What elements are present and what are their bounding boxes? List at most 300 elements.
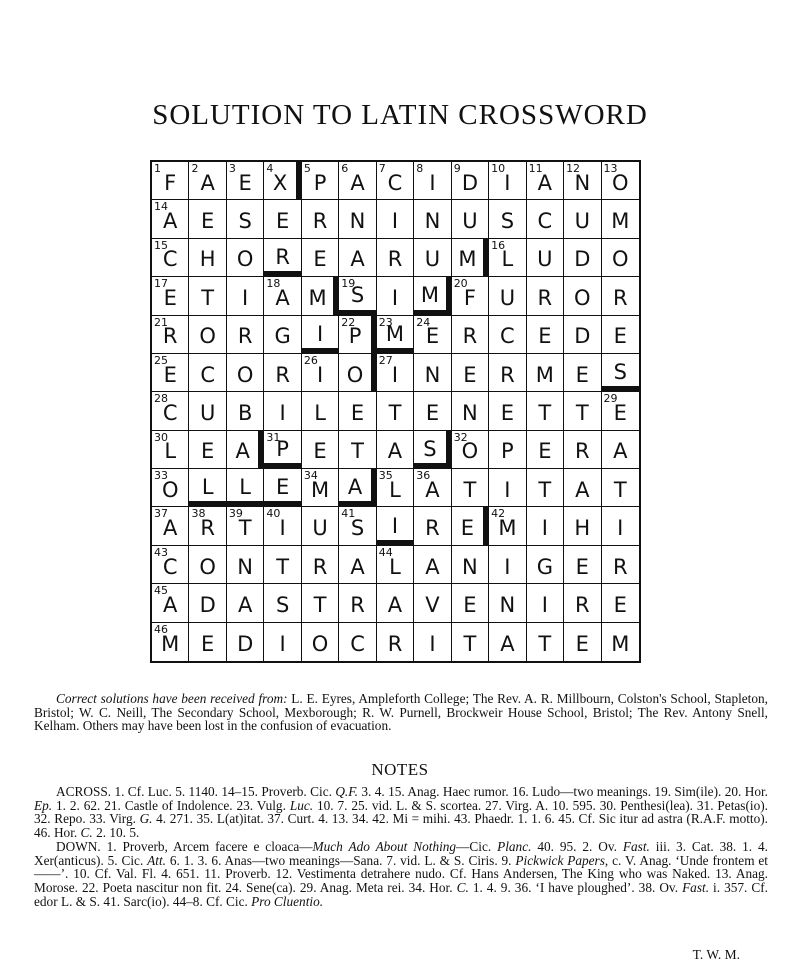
clue-number: 20: [453, 277, 468, 291]
grid-cell: [414, 162, 451, 200]
grid-cell: [377, 623, 414, 661]
grid-cell: [527, 200, 564, 238]
grid-cell: [377, 546, 414, 584]
grid-cell: [414, 316, 451, 354]
grid-cell: [602, 431, 639, 469]
clue-number: 26: [303, 353, 318, 367]
grid-cell: [227, 239, 264, 277]
grid-cell: [452, 507, 489, 545]
grid-cell: [602, 162, 639, 200]
grid-cell: [377, 584, 414, 622]
grid-cell: [489, 546, 526, 584]
grid-cell: [414, 546, 451, 584]
grid-cell: [339, 354, 376, 392]
grid-letter: O: [161, 477, 179, 502]
grid-letter: L: [389, 477, 401, 502]
grid-letter: E: [238, 170, 252, 195]
grid-cell: [339, 239, 376, 277]
grid-cell: [264, 277, 301, 315]
grid-cell: [452, 431, 489, 469]
grid-letter: L: [201, 475, 214, 500]
grid-letter: X: [272, 170, 288, 195]
grid-cell: [489, 392, 526, 430]
grid-letter: L: [501, 247, 514, 272]
clue-number: 27: [378, 353, 393, 367]
grid-letter: I: [391, 362, 399, 387]
grid-cell: [489, 431, 526, 469]
grid-cell: [527, 354, 564, 392]
grid-letter: T: [276, 554, 290, 579]
clue-number: 3: [228, 162, 236, 175]
grid-cell: [377, 200, 414, 238]
grid-letter: M: [611, 209, 630, 234]
grid-letter: M: [611, 631, 630, 656]
grid-cell: [452, 546, 489, 584]
grid-letter: A: [275, 285, 290, 310]
grid-letter: A: [350, 170, 365, 195]
grid-cell: [414, 469, 451, 507]
grid-letter: T: [351, 439, 364, 464]
grid-cell: [302, 623, 339, 661]
clue-number: 32: [453, 430, 468, 444]
clue-number: 9: [453, 162, 461, 175]
grid-letter: R: [162, 324, 178, 349]
grid-cell: [339, 507, 376, 545]
clue-number: 45: [154, 584, 168, 598]
clue-number: 42: [491, 507, 506, 521]
grid-cell: [602, 623, 639, 661]
clue-number: 33: [154, 469, 168, 483]
grid-letter: M: [420, 283, 440, 308]
grid-cell: [564, 354, 601, 392]
clue-number: 35: [378, 469, 393, 483]
grid-cell: [302, 277, 339, 315]
grid-letter: R: [387, 247, 403, 272]
across-notes: ACROSS. 1. Cf. Luc. 5. 1140. 14–15. Proverb. Cic. Q.F. 3. 4. 15. Anag. Haec rumor. 16. Ludo—two meanings. 19. Sim(ile). 20. Hor. Ep. 1. 2. 62. 21. Castle of Indolence. 23. Vulg. Luc. 10. 7. 25. vid. L. & S. scortea. 27. Virg. A. 10. 595. 30. Penthesi(lea). 31. Petas(io). 32. Repo. 33. Virg. G. 4. 271. 35. L(at)itat. 37. Curt. 4. 13. 34. 42. Mi = mihi. 43. Phaedr. 1. 1. 6. 45. Cf. Sic itur ad astra (R.A.F. motto). 46. Hor. C. 2. 10. 5.: [34, 784, 769, 841]
clue-number: 38: [191, 507, 206, 521]
grid-cell: [377, 277, 414, 315]
grid-letter: O: [199, 554, 216, 579]
grid-letter: N: [424, 362, 441, 387]
grid-letter: S: [350, 283, 365, 308]
grid-cell: [602, 507, 639, 545]
grid-cell: [339, 546, 376, 584]
grid-cell: [189, 277, 226, 315]
grid-cell: [227, 392, 264, 430]
grid-cell: [152, 623, 189, 661]
grid-cell: [527, 584, 564, 622]
grid-letter: O: [346, 362, 364, 387]
grid-letter: R: [312, 554, 328, 579]
grid-letter: E: [463, 362, 477, 387]
grid-cell: [489, 507, 526, 545]
grid-cell: [527, 162, 564, 200]
grid-cell: [302, 354, 339, 392]
clue-number: 4: [266, 162, 274, 175]
grid-cell: [227, 546, 264, 584]
grid-letter: A: [163, 209, 178, 234]
grid-cell: [527, 392, 564, 430]
grid-letter: E: [500, 400, 515, 425]
grid-letter: A: [163, 592, 178, 617]
grid-letter: S: [350, 516, 365, 541]
grid-cell: [489, 584, 526, 622]
grid-letter: I: [429, 631, 436, 656]
grid-letter: I: [504, 554, 511, 579]
grid-letter: C: [162, 247, 178, 272]
grid-letter: T: [538, 477, 552, 502]
grid-cell: [452, 392, 489, 430]
grid-letter: P: [501, 439, 514, 464]
grid-cell: [489, 200, 526, 238]
grid-letter: E: [575, 631, 589, 656]
grid-cell: [302, 469, 339, 507]
grid-cell: [564, 200, 601, 238]
page-title: SOLUTION TO LATIN CROSSWORD: [152, 99, 648, 131]
grid-letter: E: [613, 400, 627, 425]
grid-letter: O: [236, 362, 254, 387]
grid-cell: [452, 239, 489, 277]
clue-number: 15: [154, 238, 168, 252]
grid-cell: [152, 431, 189, 469]
grid-cell: [489, 277, 526, 315]
clue-number: 21: [154, 315, 168, 329]
grid-letter: D: [461, 170, 478, 195]
grid-cell: [414, 354, 451, 392]
grid-letter: E: [163, 362, 177, 387]
grid-letter: E: [613, 324, 627, 349]
grid-letter: A: [387, 592, 403, 617]
grid-cell: [564, 392, 601, 430]
grid-letter: A: [575, 477, 590, 502]
grid-cell: [452, 200, 489, 238]
grid-letter: A: [425, 554, 440, 579]
grid-cell: [602, 392, 639, 430]
grid-cell: [602, 200, 639, 238]
grid-letter: U: [462, 209, 478, 234]
grid-cell: [264, 316, 301, 354]
grid-letter: E: [350, 400, 365, 425]
grid-letter: B: [237, 400, 253, 425]
clue-number: 36: [416, 469, 431, 483]
grid-letter: A: [347, 475, 363, 500]
clue-number: 11: [528, 162, 543, 175]
grid-cell: [377, 469, 414, 507]
grid-letter: I: [279, 516, 286, 541]
grid-cell: [152, 469, 189, 507]
grid-letter: A: [537, 170, 553, 195]
grid-cell: [152, 239, 189, 277]
grid-cell: [152, 354, 189, 392]
grid-letter: N: [499, 592, 516, 617]
grid-cell: [339, 200, 376, 238]
grid-cell: [339, 584, 376, 622]
grid-cell: [564, 546, 601, 584]
grid-letter: R: [612, 554, 628, 579]
grid-letter: H: [199, 247, 216, 272]
grid-cell: [489, 162, 526, 200]
grid-letter: R: [425, 516, 440, 541]
clue-number: 44: [378, 545, 393, 559]
grid-cell: [264, 584, 301, 622]
grid-cell: [564, 239, 601, 277]
grid-cell: [264, 200, 301, 238]
grid-cell: [527, 546, 564, 584]
grid-letter: C: [162, 400, 178, 425]
signature: T. W. M.: [692, 947, 740, 962]
grid-letter: G: [274, 324, 291, 349]
clue-number: 30: [154, 430, 168, 444]
grid-letter: I: [279, 631, 286, 656]
grid-letter: A: [235, 439, 250, 464]
grid-cell: [527, 623, 564, 661]
grid-cell: [302, 200, 339, 238]
grid-cell: [452, 623, 489, 661]
grid-letter: M: [308, 285, 327, 310]
grid-letter: I: [504, 170, 511, 195]
grid-letter: E: [463, 592, 477, 617]
received-solutions: [34, 692, 768, 733]
grid-letter: S: [613, 360, 627, 385]
grid-cell: [264, 392, 301, 430]
grid-cell: [377, 316, 414, 354]
grid-cell: [564, 277, 601, 315]
grid-letter: I: [391, 209, 399, 234]
grid-letter: R: [312, 209, 328, 234]
grid-letter: I: [316, 321, 324, 346]
grid-letter: S: [275, 592, 290, 617]
grid-cell: [189, 584, 226, 622]
grid-letter: A: [613, 439, 628, 464]
grid-letter: O: [311, 631, 329, 656]
grid-letter: A: [163, 516, 178, 541]
grid-letter: E: [201, 631, 215, 656]
clue-number: 16: [491, 238, 506, 252]
grid-cell: [564, 469, 601, 507]
grid-letter: T: [313, 592, 327, 617]
grid-cell: [339, 162, 376, 200]
grid-cell: [189, 162, 226, 200]
grid-letter: P: [348, 324, 362, 349]
grid-cell: [414, 431, 451, 469]
clue-number: 46: [154, 622, 168, 636]
grid-cell: [452, 277, 489, 315]
clue-number: 39: [228, 507, 243, 521]
grid-letter: E: [313, 247, 327, 272]
notes-body: [34, 785, 768, 908]
grid-letter: T: [238, 516, 252, 541]
grid-letter: E: [538, 324, 552, 349]
grid-cell: [414, 584, 451, 622]
grid-cell: [489, 623, 526, 661]
grid-cell: [189, 392, 226, 430]
clue-number: 12: [566, 162, 581, 175]
grid-cell: [489, 469, 526, 507]
grid-letter: T: [538, 631, 552, 656]
grid-letter: M: [498, 516, 517, 541]
grid-letter: G: [536, 554, 553, 579]
grid-letter: S: [238, 209, 252, 234]
grid-cell: [227, 431, 264, 469]
grid-cell: [602, 277, 639, 315]
grid-letter: N: [574, 170, 591, 195]
grid-cell: [264, 546, 301, 584]
grid-cell: [452, 162, 489, 200]
grid-letter: N: [424, 209, 441, 234]
grid-cell: [377, 239, 414, 277]
grid-cell: [189, 546, 226, 584]
grid-cell: [227, 316, 264, 354]
grid-letter: M: [385, 321, 405, 346]
grid-cell: [302, 162, 339, 200]
grid-cell: [152, 546, 189, 584]
grid-cell: [189, 507, 226, 545]
grid-letter: A: [500, 631, 515, 656]
grid-cell: [152, 277, 189, 315]
grid-cell: [564, 431, 601, 469]
grid-cell: [377, 507, 414, 545]
clue-number: 7: [378, 162, 386, 175]
grid-letter: U: [574, 209, 590, 234]
grid-letter: I: [391, 285, 399, 310]
clue-number: 34: [303, 469, 318, 483]
grid-cell: [339, 469, 376, 507]
grid-cell: [414, 239, 451, 277]
down-notes: DOWN. 1. Proverb, Arcem facere e cloaca—Much Ado About Nothing—Cic. Planc. 40. 95. 2. Ov. Fast. iii. 3. Cat. 38. 1. 4. Xer(anticus). 5. Cic. Att. 6. 1. 3. 6. Anas—two meanings—Sana. 7. vid. L. & S. Ciris. 9. Pickwick Papers, c. V. Anag. ‘Unde frontem et ——’. 10. Cf. Val. Fl. 4. 651. 11. Proverb. 12. Vestimenta detrahere nudo. Cf. Hans Andersen, The King who was Naked. 13. Anag. Morose. 22. Poeta nascitur non fit. 24. Sene(ca). 29. Anag. Meta rei. 34. Hor. C. 1. 4. 9. 36. ‘I have ploughed’. 38. Ov. Fast. i. 357. Cf. edor L. & S. 41. Sarc(io). 44–8. Cf. Cic. Pro Cluentio.: [34, 838, 769, 909]
grid-cell: [489, 354, 526, 392]
grid-letter: D: [199, 592, 216, 617]
grid-cell: [152, 584, 189, 622]
grid-cell: [227, 469, 264, 507]
grid-letter: C: [387, 170, 403, 195]
grid-letter: P: [276, 436, 289, 461]
grid-letter: R: [537, 285, 553, 310]
grid-cell: [527, 431, 564, 469]
grid-letter: I: [391, 513, 399, 538]
grid-cell: [527, 507, 564, 545]
grid-letter: M: [311, 477, 330, 502]
clue-number: 14: [154, 200, 168, 214]
grid-cell: [152, 162, 189, 200]
grid-letter: U: [200, 400, 216, 425]
grid-cell: [227, 584, 264, 622]
grid-cell: [264, 507, 301, 545]
clue-number: 43: [154, 545, 168, 559]
grid-letter: E: [575, 554, 589, 579]
grid-letter: E: [275, 475, 290, 500]
grid-cell: [602, 354, 639, 392]
grid-cell: [227, 507, 264, 545]
clue-number: 41: [341, 507, 356, 521]
grid-letter: C: [162, 554, 178, 579]
received-names: L. E. Eyres, Ampleforth College; The Rev. A. R. Millbourn, Colston's School, Stapleton, Bristol; W. C. Neill, The Secondary School, Mexborough; R. W. Purnell, Brockweir House School, Bristol; The Rev. Antony Snell, Kelham. Others may have been lost in the confusion of evacuation.: [34, 691, 768, 734]
grid-cell: [564, 584, 601, 622]
grid-letter: O: [199, 324, 216, 349]
grid-letter: O: [612, 170, 629, 195]
grid-cell: [377, 162, 414, 200]
grid-cell: [152, 316, 189, 354]
grid-cell: [189, 431, 226, 469]
grid-cell: [602, 584, 639, 622]
grid-cell: [414, 507, 451, 545]
grid-letter: O: [574, 285, 591, 310]
grid-letter: S: [423, 436, 437, 461]
grid-letter: T: [388, 400, 402, 425]
grid-cell: [227, 200, 264, 238]
grid-cell: [602, 469, 639, 507]
grid-letter: I: [279, 400, 286, 425]
grid-letter: R: [275, 244, 290, 269]
grid-cell: [302, 431, 339, 469]
grid-cell: [189, 354, 226, 392]
grid-cell: [189, 469, 226, 507]
grid-letter: E: [613, 592, 627, 617]
grid-letter: I: [316, 362, 324, 387]
grid-letter: S: [500, 209, 515, 234]
grid-letter: P: [313, 170, 327, 195]
grid-letter: I: [541, 592, 548, 617]
grid-cell: [377, 431, 414, 469]
grid-letter: A: [425, 477, 440, 502]
clue-number: 2: [191, 162, 199, 175]
grid-letter: A: [237, 592, 253, 617]
grid-letter: E: [275, 209, 290, 234]
grid-cell: [152, 200, 189, 238]
grid-letter: M: [161, 631, 180, 656]
grid-cell: [152, 392, 189, 430]
grid-letter: L: [389, 554, 401, 579]
grid-letter: R: [237, 324, 253, 349]
grid-cell: [452, 316, 489, 354]
grid-cell: [302, 392, 339, 430]
grid-letter: I: [617, 516, 624, 541]
grid-cell: [564, 162, 601, 200]
grid-cell: [414, 277, 451, 315]
clue-number: 23: [378, 315, 393, 329]
grid-letter: N: [237, 554, 253, 579]
grid-cell: [264, 354, 301, 392]
grid-letter: T: [463, 477, 477, 502]
grid-cell: [527, 316, 564, 354]
grid-cell: [377, 392, 414, 430]
grid-letter: E: [313, 439, 327, 464]
grid-letter: T: [538, 400, 552, 425]
grid-cell: [264, 623, 301, 661]
grid-letter: L: [164, 439, 177, 464]
grid-letter: F: [463, 285, 476, 310]
grid-cell: [602, 239, 639, 277]
grid-letter: R: [350, 592, 365, 617]
grid-cell: [339, 392, 376, 430]
notes-heading: NOTES: [371, 760, 429, 779]
crossword-grid: [150, 160, 641, 663]
grid-letter: A: [200, 170, 215, 195]
clue-number: 8: [416, 162, 424, 175]
clue-number: 1: [154, 162, 161, 175]
grid-letter: R: [275, 362, 290, 387]
grid-letter: L: [239, 475, 251, 500]
grid-letter: O: [461, 439, 479, 464]
grid-letter: E: [575, 362, 589, 387]
grid-cell: [302, 507, 339, 545]
grid-cell: [264, 239, 301, 277]
grid-cell: [339, 316, 376, 354]
grid-letter: V: [425, 592, 440, 617]
grid-letter: F: [164, 170, 177, 195]
received-lead: Correct solutions have been received from:: [56, 691, 288, 706]
grid-cell: [452, 354, 489, 392]
clue-number: 28: [154, 392, 168, 406]
